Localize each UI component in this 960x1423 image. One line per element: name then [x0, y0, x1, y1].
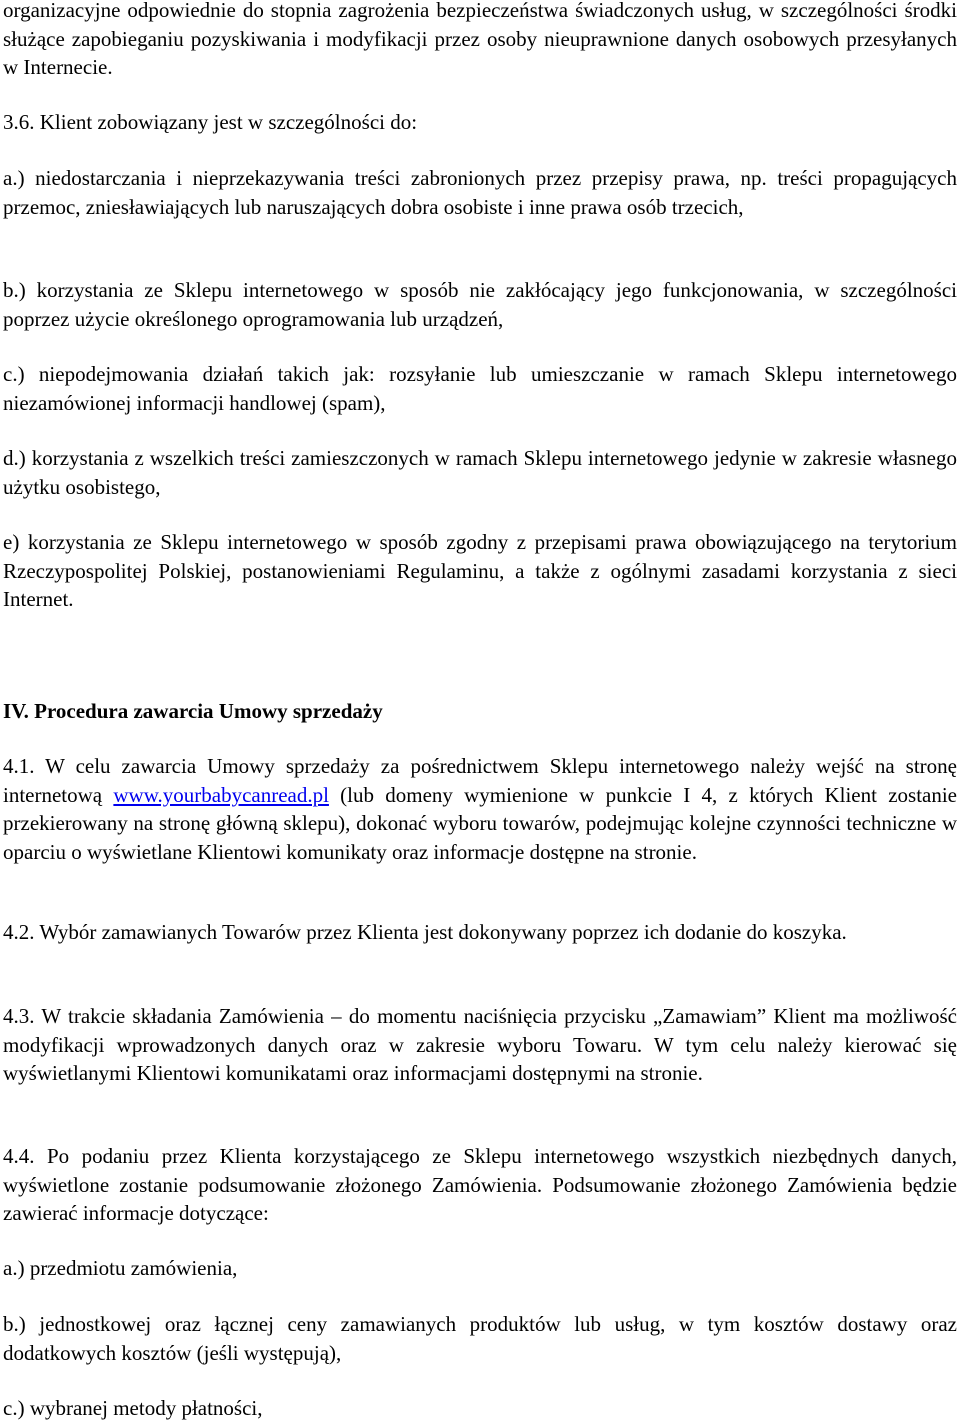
paragraph-security-measures: organizacyjne odpowiednie do stopnia zagrożenia bezpieczeństwa świadczonych usług, w szczególności środki służące zapobieganiu pozyskiwania i modyfikacji przez osoby nieuprawnione danych osobowych przesyłanych w Internecie.: [3, 0, 957, 79]
section-heading-iv: IV. Procedura zawarcia Umowy sprzedaży: [3, 699, 383, 723]
paragraph-4-4: 4.4. Po podaniu przez Klienta korzystającego ze Sklepu internetowego wszystkich niezbędnych danych, wyświetlone zostanie podsumowanie złożonego Zamówienia. Podsumowanie złożonego Zamówienia będzie zawierać informacje dotyczące:: [3, 1144, 957, 1225]
paragraph-3-6-e: e) korzystania ze Sklepu internetowego w sposób zgodny z przepisami prawa obowiązującego na terytorium Rzeczypospolitej Polskiej, postanowieniami Regulaminu, a także z ogólnymi zasadami korzystania z sieci Internet.: [3, 530, 957, 611]
paragraph-3-6-d: d.) korzystania z wszelkich treści zamieszczonych w ramach Sklepu internetowego jedynie w zakresie własnego użytku osobistego,: [3, 446, 957, 499]
paragraph-4-2: 4.2. Wybór zamawianych Towarów przez Klienta jest dokonywany poprzez ich dodanie do koszyka.: [3, 920, 847, 944]
paragraph-3-6-b: b.) korzystania ze Sklepu internetowego w sposób nie zakłócający jego funkcjonowania, w szczególności poprzez użycie określonego oprogramowania lub urządzeń,: [3, 278, 957, 331]
shop-url-link[interactable]: www.yourbabycanread.pl: [113, 782, 329, 807]
paragraph-4-4-b: b.) jednostkowej oraz łącznej ceny zamawianych produktów lub usług, w tym kosztów dostawy oraz dodatkowych kosztów (jeśli występują),: [3, 1312, 957, 1365]
paragraph-3-6: 3.6. Klient zobowiązany jest w szczególności do:: [3, 110, 418, 134]
paragraph-4-3: 4.3. W trakcie składania Zamówienia – do momentu naciśnięcia przycisku „Zamawiam” Klient ma możliwość modyfikacji wprowadzonych danych oraz w zakresie wyboru Towaru. W tym celu należy kierować się wyświetlanymi Klientowi komunikatami oraz informacjami dostępnymi na stronie.: [3, 1004, 957, 1085]
paragraph-4-1-text-before: 4.1. W celu zawarcia Umowy sprzedaży za pośrednictwem Sklepu internetowego należy wejść na stronę internetową: [3, 754, 957, 807]
paragraph-3-6-a: a.) niedostarczania i nieprzekazywania treści zabronionych przez przepisy prawa, np. treści propagujących przemoc, zniesławiających lub naruszających dobra osobiste i inne prawa osób trzecich,: [3, 166, 957, 219]
paragraph-4-1-text-after: (lub domeny wymienione w punkcie I 4, z których Klient zostanie przekierowany na stronę główną sklepu), dokonać wyboru towarów, podejmując kolejne czynności techniczne w oparciu o wyświetlane Klientowi komunikaty oraz informacje dostępne na stronie.: [3, 782, 957, 864]
paragraph-4-4-c: c.) wybranej metody płatności,: [3, 1396, 263, 1420]
paragraph-4-1: [3, 752, 957, 866]
paragraph-3-6-c: c.) niepodejmowania działań takich jak: rozsyłanie lub umieszczanie w ramach Sklepu internetowego niezamówionej informacji handlowej (spam),: [3, 362, 957, 415]
paragraph-4-4-a: a.) przedmiotu zamówienia,: [3, 1256, 238, 1280]
